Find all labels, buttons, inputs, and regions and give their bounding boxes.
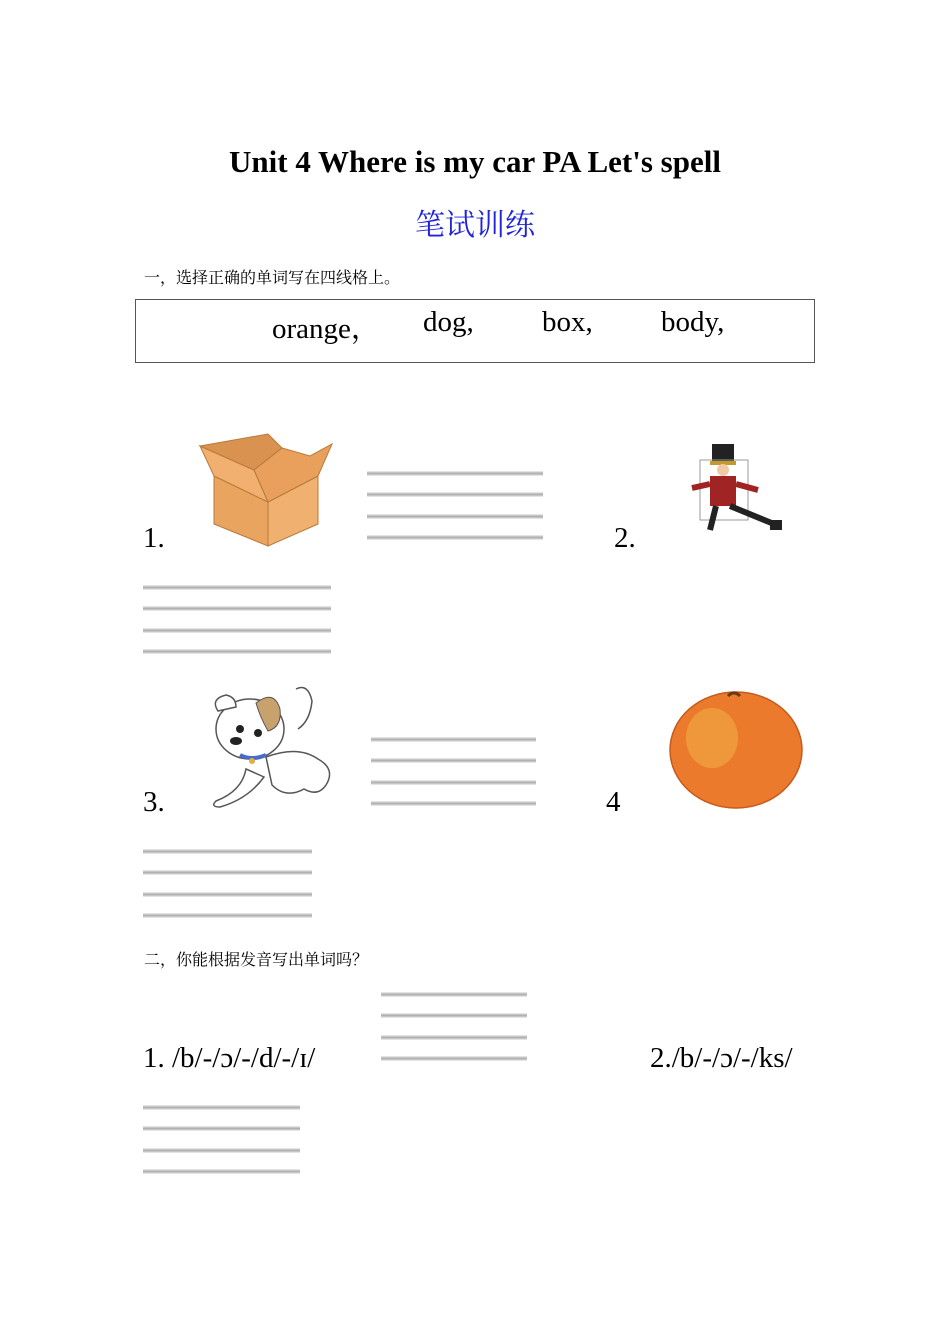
- orange-fruit-icon: [668, 686, 804, 810]
- phonetic-text: /b/-/ɔ/-/d/-/ɪ/: [172, 1042, 316, 1074]
- writing-lines[interactable]: [143, 585, 331, 655]
- part1-heading: 一，选择正确的单词写在四线格上。: [144, 268, 401, 287]
- word-bank-item: orange，: [272, 313, 380, 345]
- cardboard-box-icon: [198, 432, 336, 548]
- toy-soldier-icon: [688, 442, 788, 538]
- item-number: 1.: [143, 1042, 165, 1074]
- item-number: 2.: [614, 522, 636, 554]
- writing-lines[interactable]: [381, 992, 527, 1062]
- page-subtitle: 笔试训练: [415, 208, 535, 243]
- item-number: 4: [606, 786, 621, 818]
- item-number: 3.: [143, 786, 165, 818]
- word-bank-item: dog,: [423, 306, 474, 338]
- word-bank-item: body,: [661, 306, 725, 338]
- phonetic-item-1: [143, 1042, 315, 1075]
- puppy-dog-icon: [206, 681, 340, 811]
- word-bank-item: box,: [542, 306, 593, 338]
- writing-lines[interactable]: [371, 737, 536, 807]
- page-title: Unit 4 Where is my car PA Let's spell: [229, 144, 721, 179]
- phonetic-text: /b/-/ɔ/-/ks/: [671, 1042, 793, 1074]
- item-number: 1.: [143, 522, 165, 554]
- writing-lines[interactable]: [143, 1105, 300, 1175]
- phonetic-item-2: [650, 1042, 793, 1075]
- writing-lines[interactable]: [143, 849, 312, 919]
- writing-lines[interactable]: [367, 471, 543, 541]
- item-number: 2.: [650, 1042, 672, 1074]
- word-bank-box: [135, 299, 815, 363]
- part2-heading: 二，你能根据发音写出单词吗？: [144, 950, 369, 969]
